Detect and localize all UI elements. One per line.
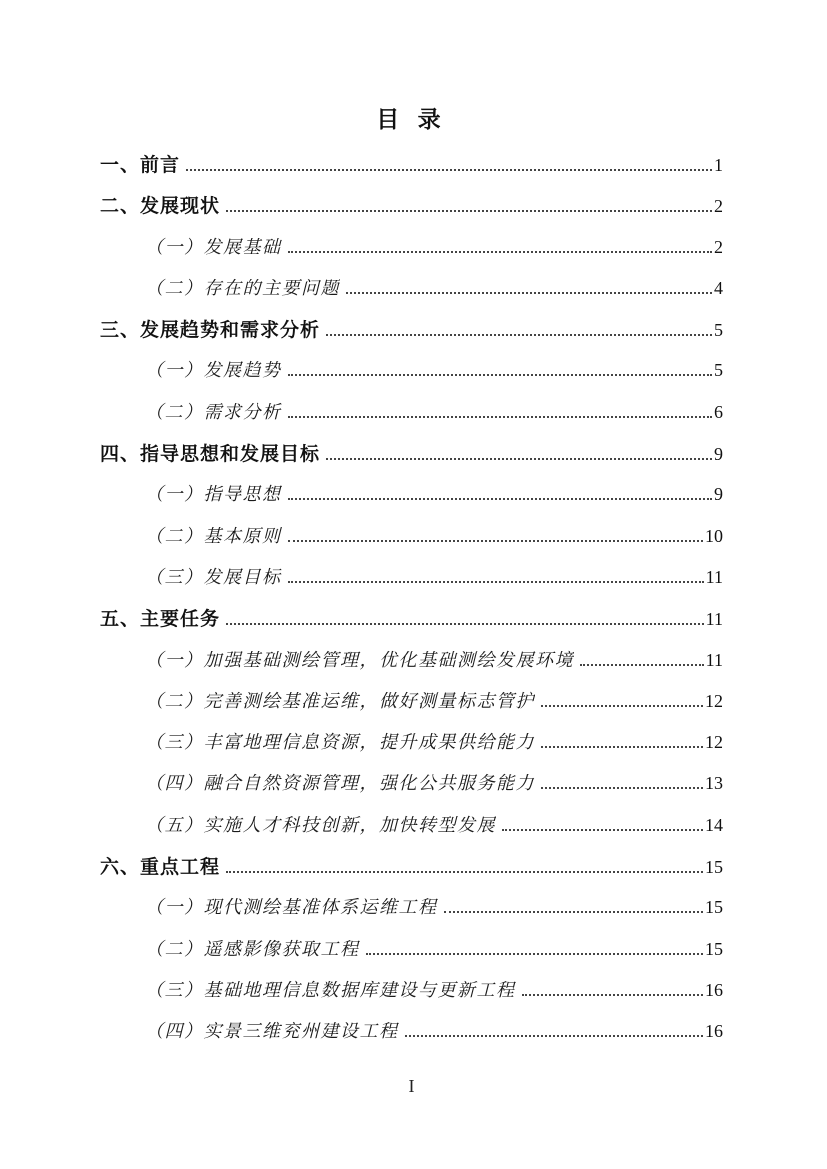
toc-entry[interactable] [100,976,723,1017]
toc-entry[interactable] [100,769,723,810]
toc-entry-label: （三）发展目标 [145,566,282,587]
toc-entry-label: （五）实施人才科技创新，加快转型发展 [145,814,496,835]
toc-entry[interactable] [100,191,723,232]
toc-entry[interactable] [100,604,723,645]
toc-entry-label: （一）指导思想 [145,484,282,505]
dot-leader [288,374,713,376]
toc-entry[interactable] [100,150,723,191]
toc-entry-label: 五、主要任务 [100,609,221,631]
toc-entry-page: 10 [705,525,723,546]
toc-entry-page: 15 [705,857,723,878]
toc-entry[interactable] [100,439,723,480]
toc-entry-page: 2 [714,236,723,257]
dot-leader [288,581,704,583]
toc-entry-label: （四）实景三维兖州建设工程 [145,1021,399,1042]
toc-entry[interactable] [100,852,723,893]
toc-entry[interactable] [100,893,723,934]
dot-leader [541,787,703,789]
toc-entry-page: 12 [705,690,723,711]
dot-leader [541,705,703,707]
toc-entry-page: 16 [705,979,723,1000]
dot-leader [226,623,704,625]
dot-leader [288,498,713,500]
toc-entry-page: 6 [714,401,723,422]
dot-leader [326,334,712,336]
dot-leader [226,210,712,212]
toc-entry[interactable] [100,646,723,687]
toc-entry-label: （一）加强基础测绘管理，优化基础测绘发展环境 [145,649,574,670]
toc-entry[interactable] [100,315,723,356]
toc-entry[interactable] [100,687,723,728]
toc-entry[interactable] [100,398,723,439]
toc-entry-page: 14 [705,814,723,835]
footer-page-number: I [408,1076,415,1096]
dot-leader [444,911,704,913]
toc-entry[interactable] [100,522,723,563]
toc-entry-page: 5 [714,360,723,381]
toc-entry-label: 一、前言 [100,155,181,176]
toc-entry[interactable] [100,233,723,274]
table-of-contents [100,150,723,1059]
toc-entry-page: 15 [705,897,723,918]
page-title: 目 录 [376,106,447,132]
toc-entry-label: （二）存在的主要问题 [145,277,340,298]
toc-entry-label: （一）发展基础 [145,236,282,257]
dot-leader [288,540,704,542]
toc-entry[interactable] [100,811,723,852]
toc-entry-page: 4 [714,277,723,298]
toc-entry[interactable] [100,480,723,521]
toc-entry-page: 2 [714,196,723,217]
toc-entry-page: 9 [714,484,723,505]
toc-entry-label: （二）基本原则 [145,525,282,546]
toc-entry-page: 1 [714,155,723,175]
toc-entry[interactable] [100,356,723,397]
toc-entry-page: 11 [705,566,723,587]
toc-entry-page: 5 [714,320,723,341]
toc-entry-page: 11 [705,609,723,630]
toc-entry[interactable] [100,274,723,315]
toc-entry-page: 16 [705,1021,723,1042]
dot-leader [541,746,703,748]
toc-entry-label: （一）现代测绘基准体系运维工程 [145,897,438,918]
dot-leader [502,829,703,831]
toc-entry-label: 四、指导思想和发展目标 [100,444,321,466]
toc-entry-page: 11 [705,649,723,670]
toc-entry[interactable] [100,1017,723,1058]
dot-leader [226,871,703,873]
toc-entry-label: 六、重点工程 [100,857,221,879]
toc-entry-label: （二）需求分析 [145,401,282,422]
toc-entry-page: 15 [705,938,723,959]
dot-leader [580,664,704,666]
dot-leader [366,953,704,955]
toc-entry-page: 12 [705,732,723,753]
dot-leader [346,292,712,294]
dot-leader [326,458,712,460]
toc-entry[interactable] [100,563,723,604]
toc-entry-label: （二）完善测绘基准运维，做好测量标志管护 [145,690,535,711]
toc-entry-page: 9 [714,444,723,465]
toc-entry-label: 二、发展现状 [100,196,221,218]
toc-entry-page: 13 [705,773,723,794]
toc-entry[interactable] [100,728,723,769]
dot-leader [405,1035,704,1037]
dot-leader [522,994,704,996]
toc-entry-label: （一）发展趋势 [145,360,282,381]
toc-entry-label: （四）融合自然资源管理，强化公共服务能力 [145,773,535,794]
dot-leader [186,169,712,171]
toc-entry-label: （二）遥感影像获取工程 [145,938,360,959]
dot-leader [288,416,713,418]
toc-entry-label: （三）基础地理信息数据库建设与更新工程 [145,979,516,1000]
toc-entry-label: 三、发展趋势和需求分析 [100,320,321,342]
dot-leader [288,251,713,253]
toc-entry-label: （三）丰富地理信息资源，提升成果供给能力 [145,732,535,753]
toc-entry[interactable] [100,935,723,976]
